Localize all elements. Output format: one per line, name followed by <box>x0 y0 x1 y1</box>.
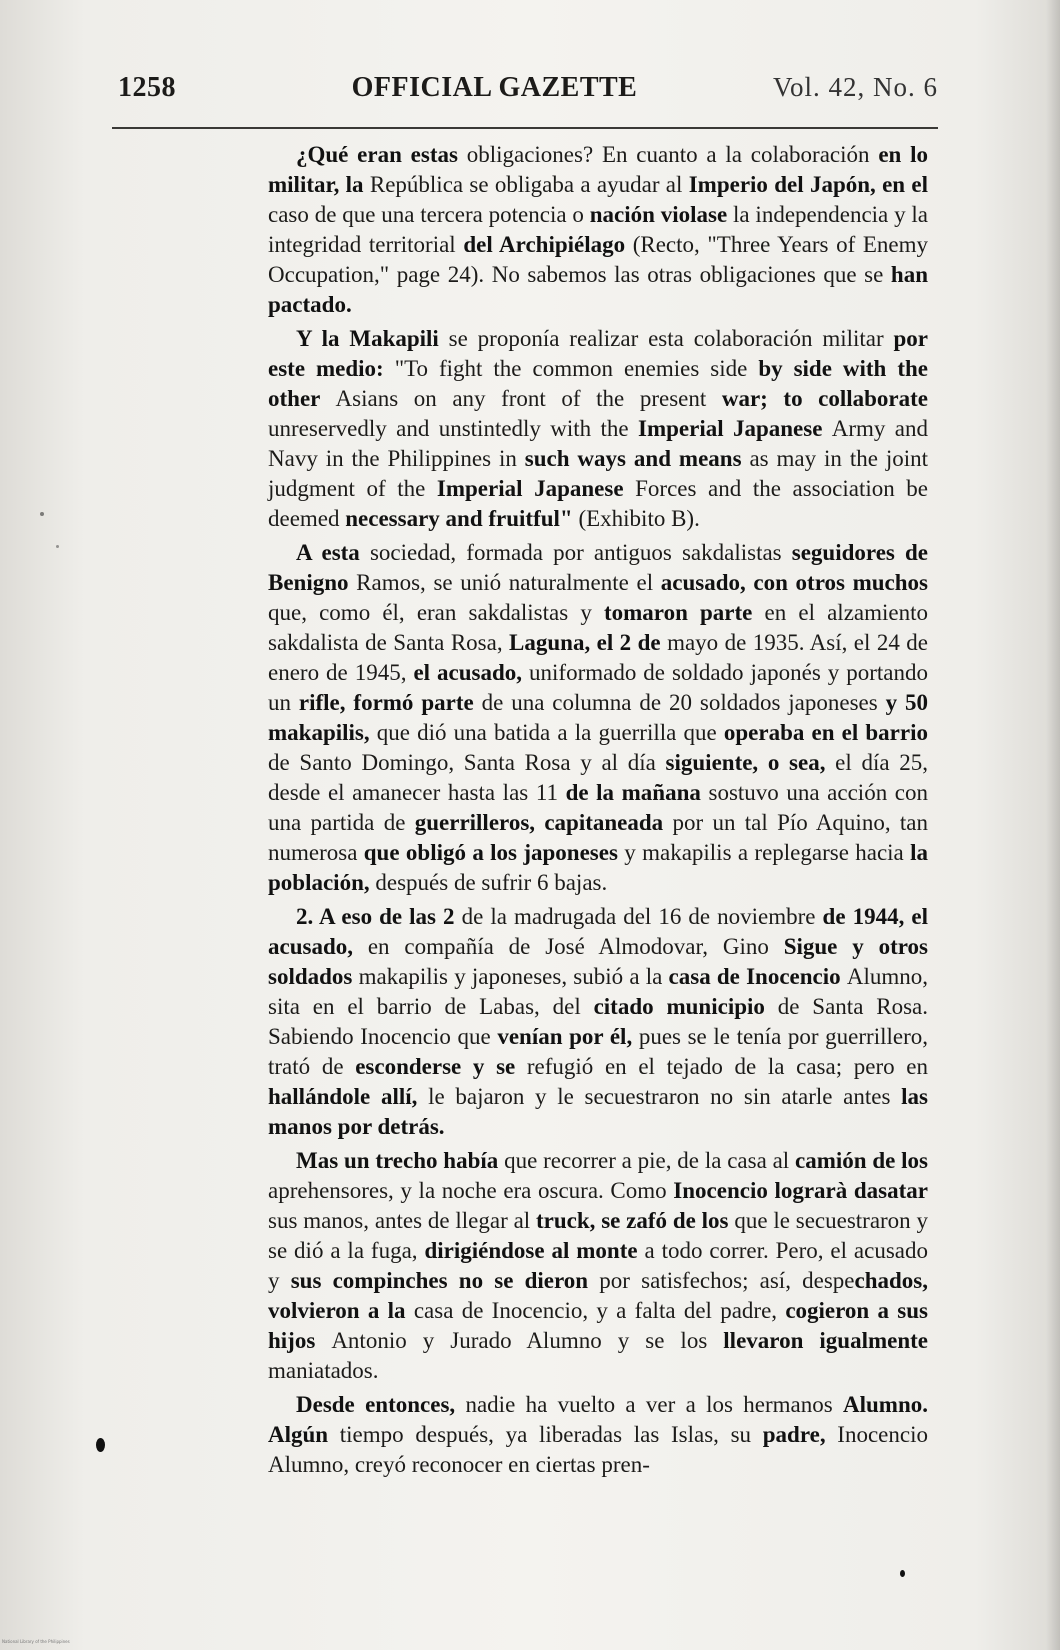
text-segment: nadie ha vuelto a ver a los hermanos <box>465 1392 844 1417</box>
text-segment: que dió una batida a la guerrilla que <box>376 720 724 745</box>
bold-text-segment: por este medio: <box>268 326 928 381</box>
bold-text-segment: nación violase <box>589 202 733 227</box>
text-segment: sociedad, formada por antiguos sakdalistas <box>369 540 792 565</box>
bold-text-segment: del Archipiélago <box>463 232 633 257</box>
bold-text-segment: such ways and means <box>524 446 750 471</box>
paragraph <box>268 1146 928 1386</box>
text-segment: caso de que una tercera potencia o <box>268 202 590 227</box>
bold-text-segment: de la mañana <box>565 780 709 805</box>
bold-text-segment: siguiente, o sea, <box>665 750 836 775</box>
footer-note: National Library of the Philippines <box>2 1639 70 1644</box>
text-segment: por un tal Pío Aquino, tan numerosa <box>268 810 928 865</box>
bold-text-segment: Desde entonces, <box>296 1392 466 1417</box>
bold-text-segment: operaba en el barrio <box>723 720 928 745</box>
paragraph <box>268 140 928 320</box>
text-segment: aprehensores, y la noche era oscura. Como <box>268 1178 674 1203</box>
text-segment: Asians on any front of the present <box>335 386 722 411</box>
bold-text-segment: by side with the other <box>268 356 928 411</box>
text-segment: se proponía realizar esta colaboración militar <box>448 326 894 351</box>
bold-text-segment: Inocencio lograrà dasatar <box>673 1178 928 1203</box>
bold-text-segment: hallándole allí, <box>268 1084 429 1109</box>
margin-dot <box>96 1438 105 1452</box>
text-segment: "To fight the common enemies side <box>394 356 759 381</box>
bold-text-segment: Imperial Japanese <box>436 476 636 501</box>
bold-text-segment: citado municipio <box>593 994 778 1019</box>
bold-text-segment: tomaron parte <box>603 600 765 625</box>
text-segment: en compañía de José Almodovar, Gino <box>367 934 784 959</box>
text-segment: de una columna de 20 soldados japoneses <box>481 690 886 715</box>
bold-text-segment: chados, volvieron a la <box>268 1268 929 1323</box>
text-segment: Forces and the association be deemed <box>268 476 929 531</box>
bold-text-segment: y 50 makapilis, <box>268 690 929 745</box>
bold-text-segment: Imperio del Japón, en el <box>688 172 928 197</box>
bold-text-segment: padre, <box>762 1422 838 1447</box>
bold-text-segment: Y la Makapili <box>296 326 449 351</box>
bold-text-segment: la población, <box>268 840 928 895</box>
text-segment: y makapilis a replegarse hacia <box>624 840 911 865</box>
paragraph <box>268 538 928 898</box>
text-segment: Ramos, se unió naturalmente el <box>356 570 661 595</box>
page-edge <box>1046 0 1060 1650</box>
text-segment: casa de Inocencio, y a falta del padre, <box>413 1298 786 1323</box>
page-number: 1258 <box>118 72 176 103</box>
header-rule <box>112 127 938 129</box>
bold-text-segment: camión de los <box>795 1148 928 1173</box>
bold-text-segment: esconderse y se <box>355 1054 527 1079</box>
text-segment: a todo correr. Pero, el acusado y <box>268 1238 928 1293</box>
text-segment: Inocencio Alumno, creyó reconocer en ciertas pren- <box>268 1422 928 1477</box>
volume-number: Vol. 42, No. 6 <box>772 72 938 102</box>
text-segment: que le secuestraron y se dió a la fuga, <box>268 1208 928 1263</box>
text-segment: sus manos, antes de llegar al <box>268 1208 536 1233</box>
paragraph <box>268 1390 928 1480</box>
text-segment: Army and Navy in the Philippines in <box>268 416 928 471</box>
bold-text-segment: venían por él, <box>497 1024 639 1049</box>
bold-text-segment: dirigiéndose al monte <box>424 1238 645 1263</box>
margin-dot <box>40 512 44 516</box>
text-segment: tiempo después, ya liberadas las Islas, su <box>339 1422 763 1447</box>
text-segment: unreservedly and unstintedly with the <box>268 416 638 441</box>
text-segment: de Santa Rosa. Sabiendo Inocencio que <box>268 994 929 1049</box>
article-body <box>268 140 928 1484</box>
text-segment: uniformado de soldado japonés y portando un <box>268 660 928 715</box>
bold-text-segment: Imperial Japanese <box>638 416 832 441</box>
text-segment: Antonio y Jurado Alumno y se los <box>331 1328 724 1353</box>
paragraph <box>268 324 928 534</box>
bold-text-segment: las manos por detrás. <box>268 1084 928 1139</box>
bold-text-segment: Sigue y otros soldados <box>268 934 928 989</box>
bold-text-segment: sus compinches no se dieron <box>290 1268 600 1293</box>
text-segment: en el alzamiento sakdalista de Santa Rosa, <box>268 600 928 655</box>
text-segment: refugió en el tejado de la casa; pero en <box>526 1054 928 1079</box>
page-header <box>118 72 938 112</box>
paragraph <box>268 902 928 1142</box>
text-segment: obligaciones? En cuanto a la colaboración <box>466 142 879 167</box>
bold-text-segment: de 1944, el acusado, <box>268 904 928 959</box>
bold-text-segment: han pactado. <box>268 262 928 317</box>
text-segment: después de sufrir 6 bajas. <box>375 870 608 895</box>
bold-text-segment: guerrilleros, capitaneada <box>414 810 673 835</box>
text-segment: de la madrugada del 16 de noviembre <box>461 904 823 929</box>
bold-text-segment: Laguna, el 2 de <box>509 630 668 655</box>
bold-text-segment: ¿Qué eran estas <box>296 142 467 167</box>
text-segment: le bajaron y le secuestraron no sin atarle antes <box>428 1084 902 1109</box>
text-segment: (Exhibito B). <box>578 506 700 531</box>
text-segment: mayo de 1935. Así, el 24 de enero de 1945, <box>268 630 928 685</box>
bold-text-segment: seguidores de Benigno <box>268 540 928 595</box>
margin-dot <box>900 1570 905 1577</box>
text-segment: pues se le tenía por guerrillero, trató de <box>268 1024 928 1079</box>
text-segment: el día 25, desde el amanecer hasta las 11 <box>268 750 928 805</box>
bold-text-segment: Alumno. Algún <box>268 1392 929 1447</box>
bold-text-segment: Mas un trecho había <box>296 1148 505 1173</box>
text-segment: makapilis y japoneses, subió a la <box>358 964 669 989</box>
margin-dot <box>56 545 59 548</box>
bold-text-segment: el acusado, <box>413 660 530 685</box>
text-segment: por satisfechos; así, despe <box>599 1268 855 1293</box>
bold-text-segment: llevaron igualmente <box>723 1328 928 1353</box>
bold-text-segment: casa de Inocencio <box>668 964 847 989</box>
text-segment: que recorrer a pie, de la casa al <box>504 1148 795 1173</box>
bold-text-segment: war; to collaborate <box>721 386 929 411</box>
bold-text-segment: truck, se zafó de los <box>535 1208 735 1233</box>
bold-text-segment: en lo militar, la <box>268 142 928 197</box>
bold-text-segment: acusado, con otros muchos <box>660 570 929 595</box>
text-segment: la independencia y la integridad territorial <box>268 202 928 257</box>
bold-text-segment: rifle, formó parte <box>298 690 482 715</box>
bold-text-segment: A esta <box>296 540 370 565</box>
text-segment: Alumno, sita en el barrio de Labas, del <box>268 964 928 1019</box>
bold-text-segment: que obligó a los japoneses <box>363 840 625 865</box>
text-segment: as may in the joint judgment of the <box>268 446 929 501</box>
text-segment: (Recto, "Three Years of Enemy Occupation," page 24). <box>268 232 928 287</box>
publication-title: OFFICIAL GAZETTE <box>351 72 638 103</box>
text-segment: No sabemos las otras obligaciones que se <box>491 262 891 287</box>
text-segment: sostuvo una acción con una partida de <box>268 780 929 835</box>
text-segment: maniatados. <box>268 1358 379 1383</box>
text-segment: que, como él, eran sakdalistas y <box>268 600 604 625</box>
text-segment: República se obligaba a ayudar al <box>369 172 689 197</box>
text-segment: de Santo Domingo, Santa Rosa y al día <box>268 750 666 775</box>
bold-text-segment: necessary and fruitful" <box>345 506 579 531</box>
bold-text-segment: 2. A eso de las 2 <box>296 904 462 929</box>
bold-text-segment: cogieron a sus hijos <box>268 1298 928 1353</box>
